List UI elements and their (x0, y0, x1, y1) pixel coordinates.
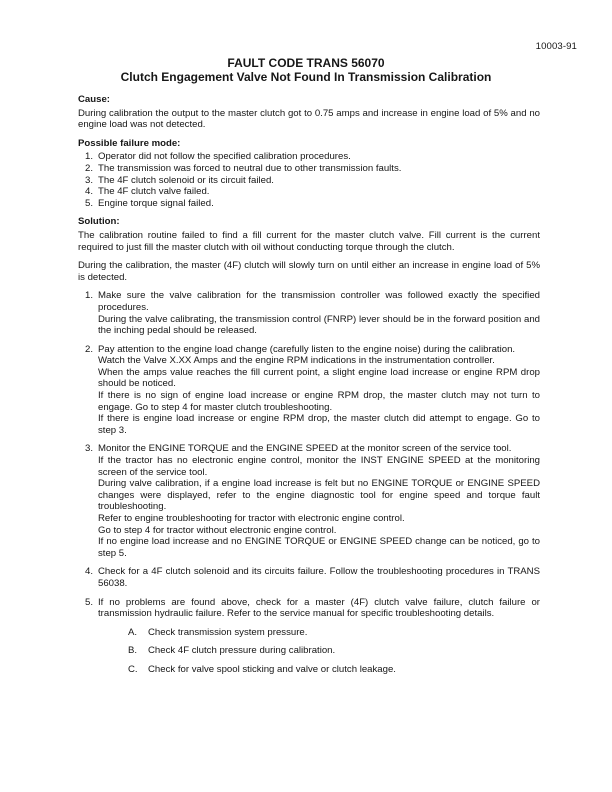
failure-mode-item (78, 151, 540, 163)
step-line: Go to step 4 for tractor without electronic engine control. (98, 524, 337, 536)
failure-mode-heading: Possible failure mode: (78, 137, 181, 149)
list-number: 2. (84, 162, 93, 174)
step-line: If no problems are found above, check for a master (4F) clutch valve failure, clutch failure or transmission hydraulic failure. Refer to the service manual for specific troubleshooting details. (98, 596, 540, 620)
step-line: During the valve calibrating, the transmission control (FNRP) lever should be in the forward position and the inching pedal should be released. (98, 313, 540, 337)
solution-step-1 (78, 290, 540, 336)
solution-paragraph: The calibration routine failed to find a fill current for the master clutch valve. Fill current is the current required to just fill the master clutch with oil without conducting torque through the clutch. (78, 229, 540, 253)
solution-paragraph: During the calibration, the master (4F) clutch will slowly turn on until either an increase in engine load of 5% is detected. (78, 260, 540, 283)
step-line: During valve calibration, if a engine load increase is felt but no ENGINE TORQUE or ENGINE SPEED changes were displayed, refer to the engine diagnostic tool for engine speed and torque fault troubleshooting. (98, 478, 540, 513)
solution-steps (78, 290, 540, 682)
substep-letter: A. (128, 626, 138, 638)
list-number: 3. (84, 174, 93, 186)
substep-letter: C. (128, 663, 138, 675)
step-line: Refer to engine troubleshooting for tractor with electronic engine control. (98, 513, 405, 524)
substep-list (128, 627, 540, 676)
list-number: 1. (84, 151, 93, 163)
step-content (98, 443, 540, 559)
failure-mode-item (78, 163, 540, 175)
list-text: The 4F clutch valve failed. (98, 186, 210, 198)
step-number: 5. (84, 596, 93, 608)
step-content (98, 597, 540, 683)
failure-mode-list (78, 151, 540, 209)
step-content (98, 566, 540, 589)
step-line: Monitor the ENGINE TORQUE and the ENGINE SPEED at the monitor screen of the service tool. (98, 443, 512, 455)
list-text: The 4F clutch solenoid or its circuit failed. (98, 174, 274, 186)
failure-mode-item (78, 198, 540, 210)
list-text: Engine torque signal failed. (98, 197, 214, 209)
cause-text: During calibration the output to the master clutch got to 0.75 amps and increase in engine load of 5% and no engine load was not detected. (78, 107, 540, 131)
substep-text: Check for valve spool sticking and valve or clutch leakage. (148, 663, 396, 675)
substep-text: Check 4F clutch pressure during calibration. (148, 645, 336, 657)
cause-heading: Cause: (78, 94, 110, 105)
step-number: 2. (84, 343, 93, 355)
doc-number: 10003-91 (535, 41, 577, 52)
fault-code-subtitle: Clutch Engagement Valve Not Found In Transmission Calibration (120, 70, 492, 84)
substep-letter: B. (128, 645, 138, 657)
substep-a (128, 627, 540, 639)
document-body (78, 94, 540, 683)
solution-step-2 (78, 344, 540, 437)
step-content (98, 290, 540, 336)
list-text: Operator did not follow the specified calibration procedures. (98, 151, 351, 163)
step-line: If the tractor has no electronic engine control, monitor the INST ENGINE SPEED at the monitoring screen of the service tool. (98, 455, 540, 478)
step-line: If no engine load increase and no ENGINE TORQUE or ENGINE SPEED change can be noticed, go to step 5. (98, 536, 540, 559)
solution-step-4 (78, 566, 540, 589)
fault-code-title: FAULT CODE TRANS 56070 (227, 56, 385, 70)
step-line: Pay attention to the engine load change (carefully listen to the engine noise) during the calibration. (98, 343, 516, 355)
step-content (98, 344, 540, 437)
step-line: Make sure the valve calibration for the transmission controller was followed exactly the specified procedures. (98, 290, 540, 313)
step-line: If there is engine load increase or engine RPM drop, the master clutch did attempt to engage. Go to step 3. (98, 413, 540, 436)
title-block (0, 56, 612, 85)
list-number: 5. (84, 197, 93, 209)
failure-mode-item (78, 175, 540, 187)
step-number: 1. (84, 290, 93, 302)
substep-b (128, 645, 540, 657)
substep-c (128, 664, 540, 676)
solution-step-5 (78, 597, 540, 683)
failure-mode-item (78, 186, 540, 198)
step-line: Check for a 4F clutch solenoid and its circuits failure. Follow the troubleshooting procedures in TRANS 56038. (98, 566, 540, 589)
step-line: When the amps value reaches the fill current point, a slight engine load increase or engine RPM drop should be noticed. (98, 366, 540, 390)
solution-heading: Solution: (78, 216, 120, 228)
list-text: The transmission was forced to neutral due to other transmission faults. (98, 162, 402, 174)
step-line: Watch the Valve X.XX Amps and the engine RPM indications in the instrumentation controller. (98, 355, 495, 367)
step-line: If there is no sign of engine load increase or engine RPM drop, the master clutch may not turn to engage. Go to step 4 for master clutch troubleshooting. (98, 390, 540, 413)
list-number: 4. (84, 186, 93, 198)
step-number: 4. (84, 566, 93, 578)
step-number: 3. (84, 443, 93, 455)
substep-text: Check transmission system pressure. (148, 626, 308, 638)
solution-step-3 (78, 443, 540, 559)
